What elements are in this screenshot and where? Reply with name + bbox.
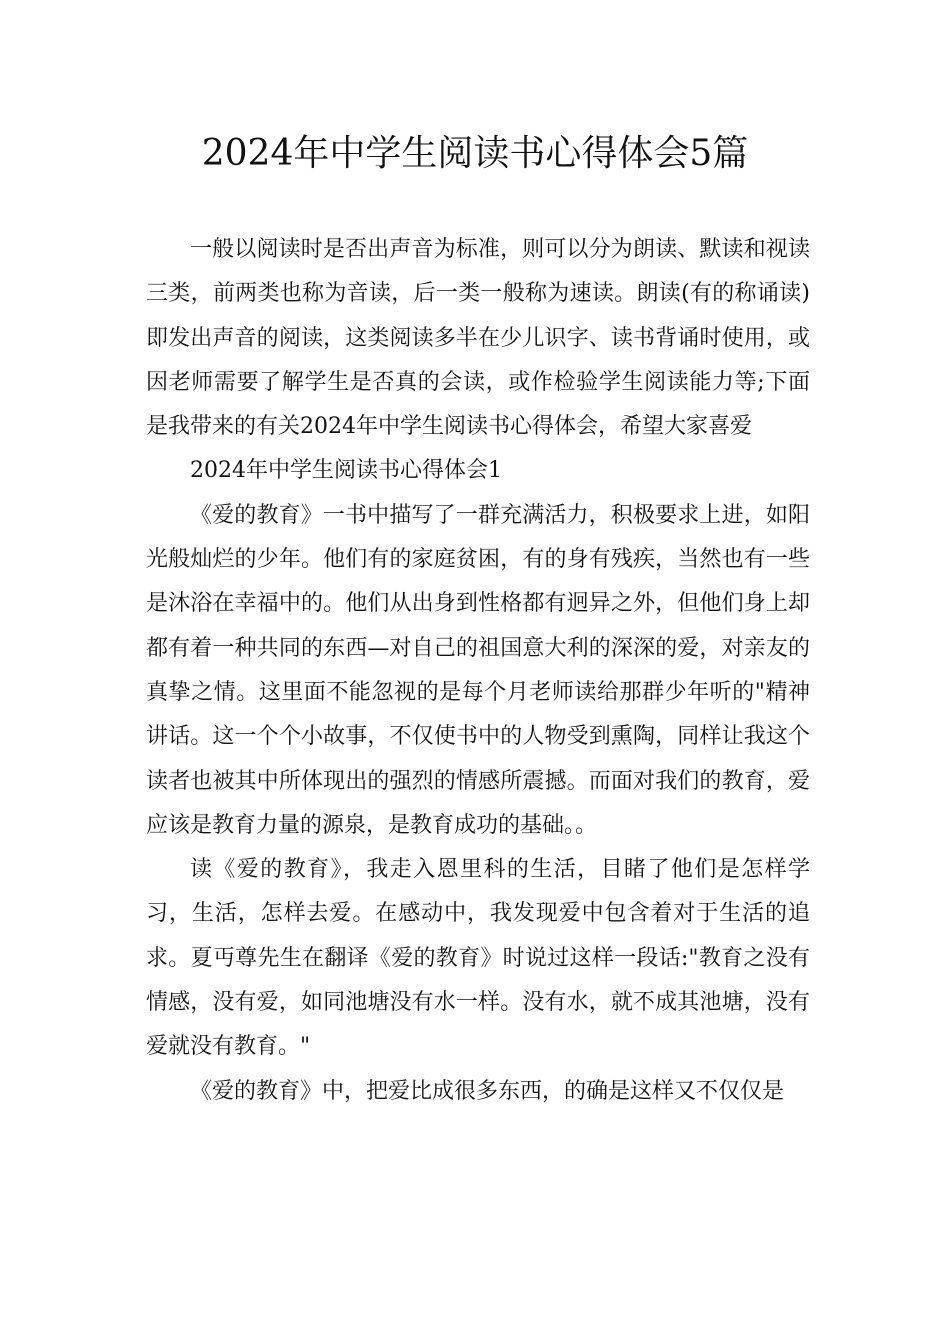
paragraph: 《爱的教育》一书中描写了一群充满活力，积极要求上进，如阳光般灿烂的少年。他们有的家庭贫困，有的身有残疾，当然也有一些是沐浴在幸福中的。他们从出身到性格都有迥异之外，但他们身上却都有着一种共同的东西—对自己的祖国意大利的深深的爱，对亲友的真挚之情。这里面不能忽视的是每个月老师读给那群少年听的"精神讲话。这一个个小故事，不仅使书中的人物受到熏陶，同样让我这个读者也被其中所体现出的强烈的情感所震撼。而面对我们的教育，爱应该是教育力量的源泉，是教育成功的基础。。 [146,502,810,838]
document-body [146,228,810,1114]
document-title: 2024年中学生阅读书心得体会5篇 [201,133,749,174]
section-heading-1: 2024年中学生阅读书心得体会1 [190,458,502,484]
paragraph: 读《爱的教育》，我走入恩里科的生活，目睹了他们是怎样学习，生活，怎样去爱。在感动中，我发现爱中包含着对于生活的追求。夏丏尊先生在翻译《爱的教育》时说过这样一段话:"教育之没有情感，没有爱，如同池塘没有水一样。没有水，就不成其池塘，没有爱就没有教育。" [146,857,810,1060]
intro-paragraph: 一般以阅读时是否出声音为标准，则可以分为朗读、默读和视读三类，前两类也称为音读，后一类一般称为速读。朗读(有的称诵读)即发出声音的阅读，这类阅读多半在少儿识字、读书背诵时使用，或因老师需要了解学生是否真的会读，或作检验学生阅读能力等;下面是我带来的有关2024年中学生阅读书心得体会，希望大家喜爱 [146,237,810,440]
paragraph: 《爱的教育》中，把爱比成很多东西，的确是这样又不仅仅是 [190,1078,785,1104]
